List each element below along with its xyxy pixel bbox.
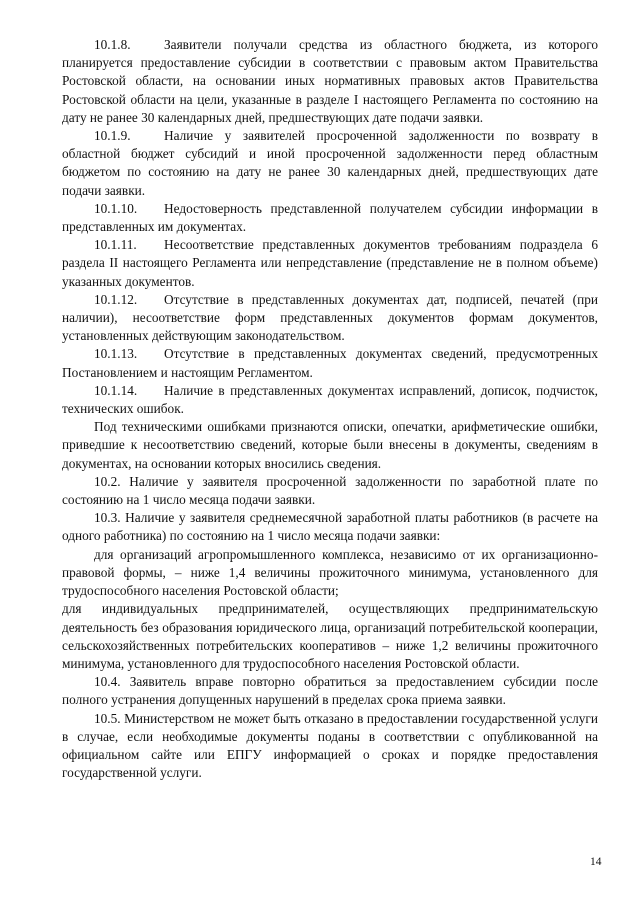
- paragraph-10-5: [62, 710, 598, 783]
- paragraph-text: для индивидуальных предпринимателей, осуществляющих предпринимательскую деятельность без образования юридического лица, организаций потребительской кооперации, сельскохозяйственных потребительских кооперативов – ниже 1,2 величины прожиточного минимума, установленного для трудоспособного населения Ростовской области.: [62, 601, 598, 671]
- paragraph-10-1-14: [62, 382, 598, 418]
- paragraph-agro-organizations: [62, 546, 598, 601]
- paragraph-10-1-13: [62, 345, 598, 381]
- paragraph-text: Недостоверность представленной получателем субсидии информации в представленных им документах.: [62, 200, 598, 235]
- paragraph-text: Заявители получали средства из областного бюджета, из которого планируется предоставление субсидии в соответствии с правовым актом Правительства Ростовской области, на основании иных нормативных правовых актов Правительства Ростовской области на цели, указанные в разделе I настоящего Регламента по состоянию на дату не ранее 30 календарных дней, предшествующих дате подачи заявки.: [62, 37, 598, 125]
- paragraph-text: Несоответствие представленных документов требованиям подраздела 6 раздела II настоящего Регламента или непредставление (представление не в полном объеме) указанных документов.: [62, 237, 598, 289]
- clause-number: 10.1.14.: [94, 382, 138, 398]
- clause-number: 10.1.13.: [94, 346, 138, 362]
- paragraph-10-3: [62, 509, 598, 545]
- clause-number: 10.1.11.: [94, 237, 137, 253]
- paragraph-text: Отсутствие в представленных документах дат, подписей, печатей (при наличии), несоответствие форм представленных документов формам документов, установленных действующим законодательством.: [62, 291, 598, 344]
- paragraph-text: 10.4. Заявитель вправе повторно обратиться за предоставлением субсидии после полного устранения допущенных нарушений в пределах срока приема заявки.: [62, 674, 598, 708]
- paragraph-10-2: [62, 473, 598, 509]
- paragraph-text: Под техническими ошибками признаются описки, опечатки, арифметические ошибки, приведшие к несоответствию сведений, которые были внесены в документы, сведениям в документах, на основании которых вносились сведения.: [62, 419, 598, 471]
- document-body: [62, 36, 598, 782]
- paragraph-text: для организаций агропромышленного комплекса, независимо от их организационно-правовой формы, – ниже 1,4 величины прожиточного минимума, установленного для трудоспособного населения Ростовской области;: [62, 546, 598, 599]
- clause-number: 10.1.12.: [94, 291, 138, 307]
- page-number: 14: [590, 856, 602, 868]
- clause-number: 10.1.9.: [94, 128, 131, 144]
- paragraph-10-1-8: [62, 36, 598, 127]
- paragraph-technical-errors: [62, 418, 598, 473]
- paragraph-text: 10.2. Наличие у заявителя просроченной задолженности по заработной плате по состоянию на 1 число месяца подачи заявки.: [62, 473, 598, 508]
- paragraph-10-1-10: [62, 200, 598, 236]
- paragraph-10-1-9: [62, 127, 598, 200]
- paragraph-text: 10.3. Наличие у заявителя среднемесячной заработной платы работников (в расчете на одного работника) по состоянию на 1 число месяца подачи заявки:: [62, 510, 598, 544]
- paragraph-text: 10.5. Министерством не может быть отказано в предоставлении государственной услуги в случае, если необходимые документы поданы в соответствии с опубликованной на официальном сайте или ЕПГУ информацией о сроках и порядке предоставления государственной услуги.: [62, 710, 598, 781]
- paragraph-text: Отсутствие в представленных документах сведений, предусмотренных Постановлением и настоящим Регламентом.: [62, 346, 598, 380]
- paragraph-text: Наличие в представленных документах исправлений, дописок, подчисток, технических ошибок.: [62, 382, 598, 417]
- paragraph-entrepreneurs: [62, 600, 598, 673]
- paragraph-10-1-12: [62, 291, 598, 346]
- paragraph-10-4: [62, 673, 598, 709]
- clause-number: 10.1.8.: [94, 37, 131, 52]
- clause-number: 10.1.10.: [94, 200, 138, 216]
- paragraph-10-1-11: [62, 236, 598, 291]
- paragraph-text: Наличие у заявителей просроченной задолженности по возврату в областной бюджет субсидий и иной просроченной задолженности перед областным бюджетом по состоянию на дату не ранее 30 календарных дней, предшествующих дате подачи заявки.: [62, 128, 598, 198]
